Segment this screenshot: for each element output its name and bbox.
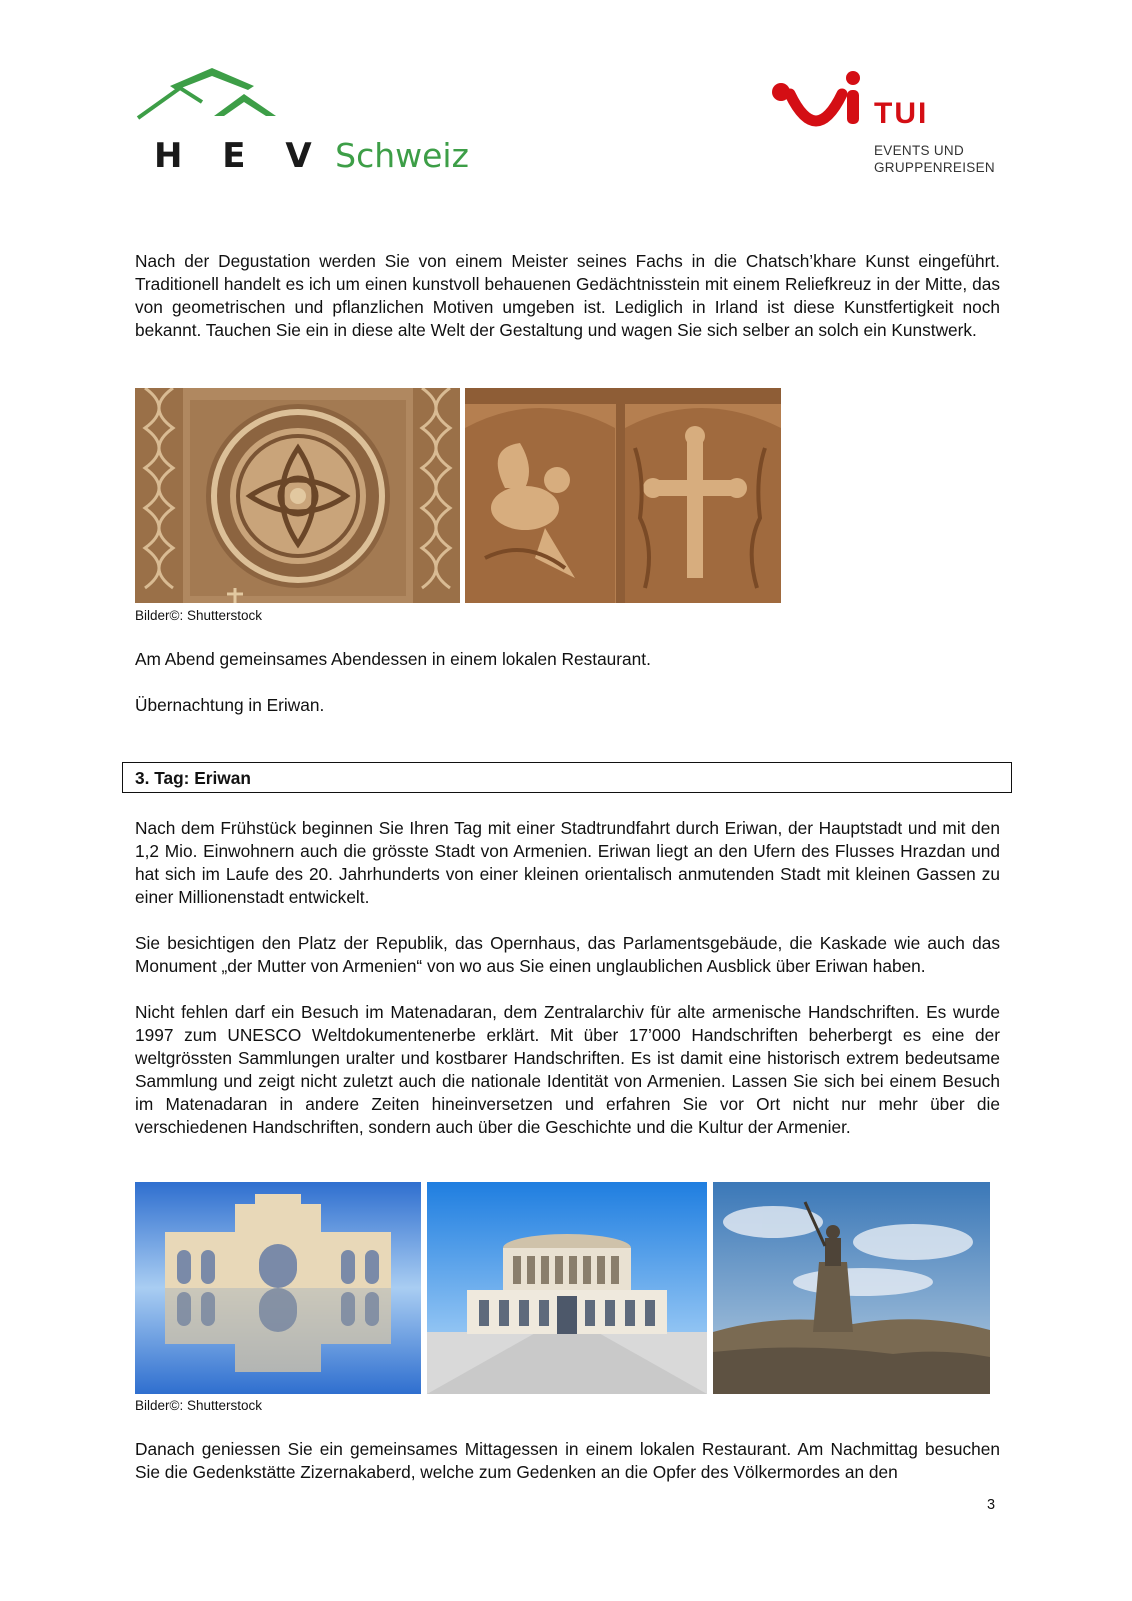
- paragraph-stadtrundfahrt: Nach dem Frühstück beginnen Sie Ihren Tag mit einer Stadtrundfahrt durch Eriwan, der Hauptstadt und mit den 1,2 Mio. Einwohnern auch die grösste Stadt von Armenien. Eriwan liegt an den Ufern des Flusses Hrazdan und hat sich im Laufe des 20. Jahrhunderts von einer kleinen orientalisch anmutenden Stadt mit kleinen Gassen zu einer Millionenstadt entwickelt.: [135, 818, 1000, 908]
- khachkar-image-2: [465, 388, 781, 603]
- paragraph-besichtigung: Sie besichtigen den Platz der Republik, das Opernhaus, das Parlamentsgebäude, die Kaskade wie auch das Monument „der Mutter von Armenien“ von wo aus Sie einen unglaublichen Ausblick über Eriwan haben.: [135, 933, 1000, 977]
- paragraph-mittagessen: Danach geniessen Sie ein gemeinsames Mittagessen in einem lokalen Restaurant. Am Nachmittag besuchen Sie die Gedenkstätte Zizernakaberd, welche zum Gedenken an die Opfer des Völkermordes an den: [135, 1439, 1000, 1483]
- hev-schweiz-logo: [132, 66, 469, 178]
- roof-icon: [136, 66, 286, 128]
- image-caption-1: Bilder©: Shutterstock: [135, 608, 262, 623]
- paragraph-abendessen: Am Abend gemeinsames Abendessen in einem lokalen Restaurant.: [135, 649, 651, 669]
- tui-smile-icon: [770, 70, 870, 140]
- tui-word: TUI: [874, 97, 929, 130]
- day-heading-box: 3. Tag: Eriwan: [122, 762, 1012, 793]
- tui-subtitle: [874, 142, 995, 176]
- tui-logo: [770, 70, 1000, 180]
- tui-subtitle-line1: EVENTS UND: [874, 143, 965, 158]
- hev-logo-text: [154, 136, 469, 176]
- paragraph-matenadaran: Nicht fehlen darf ein Besuch im Matenadaran, dem Zentralarchiv für alte armenische Handschriften. Es wurde 1997 zum UNESCO Weltdokumentenerbe erklärt. Mit über 17’000 Handschriften beherbergt es eine der weltgrössten Sammlungen uralter und kostbarer Handschriften. Es ist damit eine historisch extrem bedeutsame Sammlung und zeigt nicht zuletzt auch die nationale Identität von Armenien. Lassen Sie sich bei einem Besuch im Matenadaran in andere Zeiten hineinversetzen und erfahren Sie vor Ort nicht nur mehr über die verschiedenen Handschriften, sondern auch über die Geschichte und die Kultur der Armenier.: [135, 1002, 1000, 1138]
- tui-subtitle-line2: GRUPPENREISEN: [874, 160, 995, 175]
- khachkar-image-1: [135, 388, 460, 603]
- page-number: 3: [987, 1497, 996, 1513]
- museum-reflection-image: [135, 1182, 421, 1394]
- opera-house-image: [427, 1182, 707, 1394]
- hev-letters: H E V: [154, 136, 326, 176]
- image-caption-2: Bilder©: Shutterstock: [135, 1398, 262, 1413]
- mother-armenia-image: [713, 1182, 990, 1394]
- paragraph-chatschkhare: Nach der Degustation werden Sie von einem Meister seines Fachs in die Chatsch’khare Kunst eingeführt. Traditionell handelt es ich um einen kunstvoll behauenen Gedächtnisstein mit einem Reliefkreuz in der Mitte, das von geometrischen und pflanzlichen Motiven umgeben ist. Lediglich in Irland ist diese Kunstfertigkeit noch bekannt. Tauchen Sie ein in diese alte Welt der Gestaltung und wagen Sie sich selber an solch ein Kunstwerk.: [135, 251, 1000, 341]
- hev-schweiz-word: Schweiz: [335, 136, 469, 175]
- paragraph-uebernachtung: Übernachtung in Eriwan.: [135, 695, 325, 715]
